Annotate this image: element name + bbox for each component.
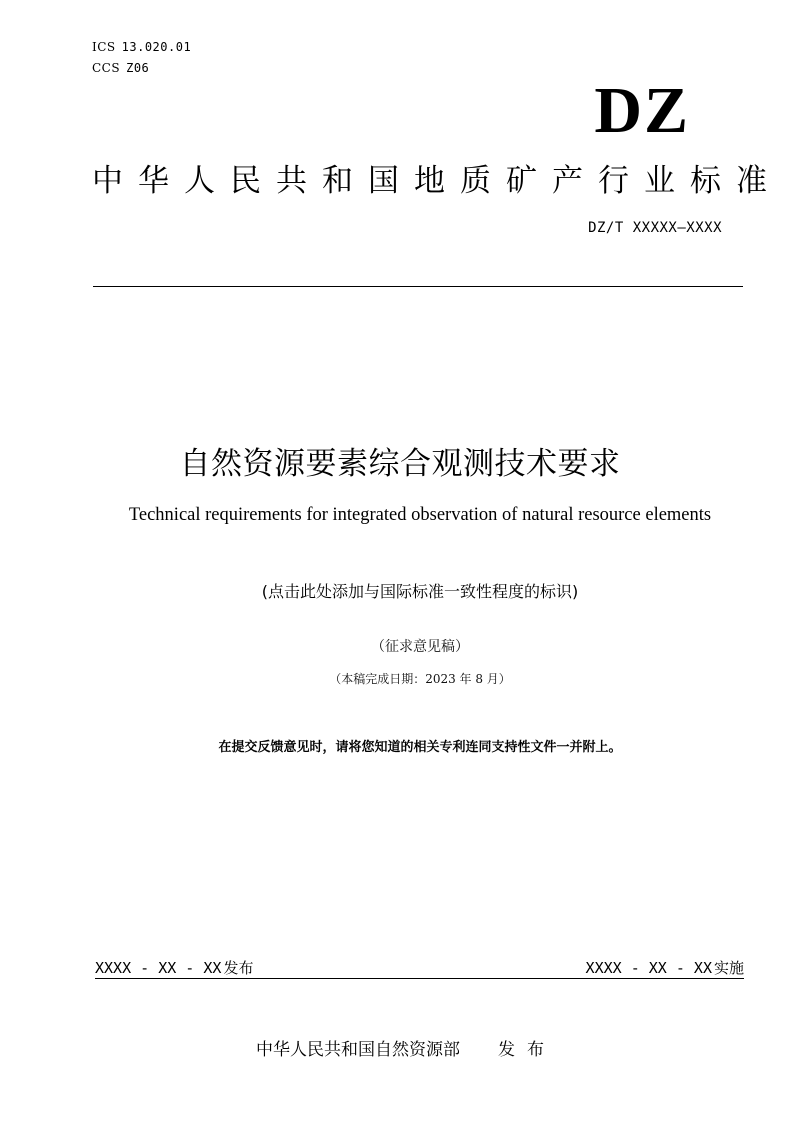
dz-logo: DZ: [594, 74, 690, 147]
ics-classification: [92, 40, 191, 54]
ics-code: 13.020.01: [121, 40, 192, 54]
consistency-placeholder[interactable]: (点击此处添加与国际标准一致性程度的标识): [261, 582, 579, 601]
document-title-cn: 自然资源要素综合观测技术要求: [179, 446, 621, 482]
publish-action: 发布: [498, 1040, 556, 1060]
implementation-date-value: XXXX - XX - XX: [585, 959, 712, 977]
implementation-label: 实施: [713, 959, 744, 977]
footer-divider: [95, 978, 744, 979]
issue-label: 发布: [223, 959, 254, 977]
ccs-code: Z06: [126, 61, 150, 75]
document-title-en: Technical requirements for integrated observation of natural resource elements: [128, 505, 712, 525]
ccs-label: CCS: [92, 61, 121, 75]
ics-label: ICS: [92, 40, 116, 54]
draft-status: （征求意见稿）: [371, 639, 469, 655]
completion-date: （本稿完成日期：2023 年 8 月）: [329, 672, 511, 686]
issue-date-value: XXXX - XX - XX: [95, 959, 222, 977]
publisher-line: [256, 1035, 556, 1060]
issue-date: [95, 957, 253, 978]
publisher-name: 中华人民共和国自然资源部: [256, 1040, 460, 1060]
standard-category-title: 中华人民共和国地质矿产行业标准: [92, 163, 782, 199]
ccs-classification: [92, 61, 149, 75]
patent-notice: 在提交反馈意见时，请将您知道的相关专利连同支持性文件一并附上。: [218, 740, 622, 755]
implementation-date: [586, 957, 744, 978]
standard-number: DZ/T XXXXX—XXXX: [588, 220, 722, 236]
header-divider: [93, 286, 743, 287]
